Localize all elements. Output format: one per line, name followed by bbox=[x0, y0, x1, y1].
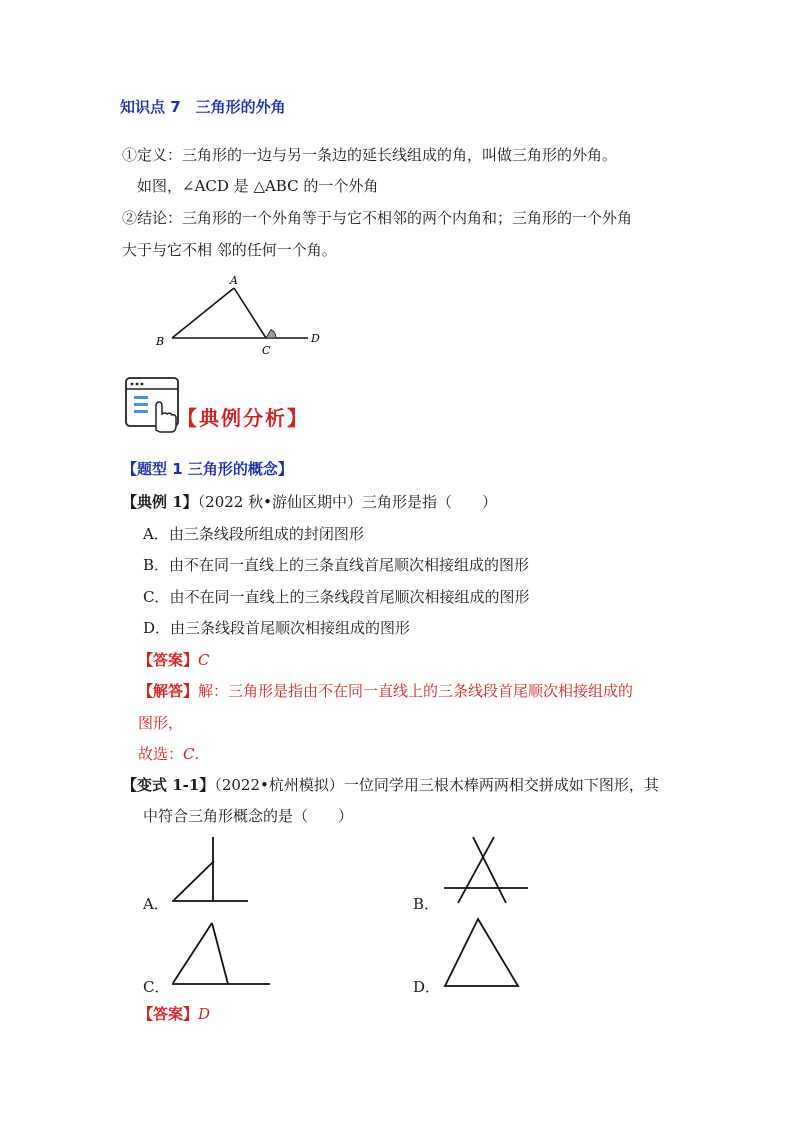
example-1-choose bbox=[138, 744, 199, 764]
side-ab bbox=[172, 288, 234, 338]
definition-line-2: 如图，∠ACD 是 △ABC 的一个外角 bbox=[137, 177, 379, 195]
vertex-label-c: C bbox=[262, 344, 271, 357]
choose-prefix: 故选： bbox=[138, 745, 184, 763]
question-type-title: 【题型 1 三角形的概念】 bbox=[122, 460, 293, 478]
exterior-angle-mark bbox=[266, 330, 276, 339]
point-label-d: D bbox=[311, 332, 320, 345]
variant-answer-label: 【答案】 bbox=[138, 1005, 199, 1023]
variant-answer-value: D bbox=[198, 1005, 211, 1023]
example-1-answer bbox=[138, 650, 210, 670]
answer-label: 【答案】 bbox=[138, 651, 199, 669]
option-b-label: B． bbox=[413, 895, 440, 913]
solution-text-1: 解：三角形是指由不在同一直线上的三条线段首尾顺次相接组成的 bbox=[198, 682, 634, 700]
case-analysis-banner: 【典例分析】 bbox=[177, 406, 309, 430]
variant-stem-1: 一位同学用三根木棒两两相交拼成如下图形，其 bbox=[343, 776, 659, 794]
conclusion-line-1: ②结论：三角形的一个外角等于与它不相邻的两个内角和；三角形的一个外角 bbox=[122, 209, 633, 227]
option-a-label: A． bbox=[143, 895, 169, 913]
option-d-label: D． bbox=[413, 978, 441, 996]
variant-1-1-question-line-1 bbox=[122, 775, 659, 795]
example-1-option-b: B．由不在同一直线上的三条直线首尾顺次相接组成的图形 bbox=[143, 556, 530, 574]
example-1-solution-line-2: 图形， bbox=[138, 714, 184, 732]
example-1-prefix: 【典例 1】 bbox=[122, 493, 198, 511]
vertex-label-a: A bbox=[230, 274, 238, 287]
knowledge-point-title: 知识点 7 三角形的外角 bbox=[120, 98, 286, 116]
variant-source: （2022•杭州模拟） bbox=[214, 776, 344, 794]
example-1-option-c: C．由不在同一直线上的三条线段首尾顺次相接组成的图形 bbox=[143, 588, 530, 606]
variant-1-1-answer bbox=[138, 1004, 210, 1024]
vertex-label-b: B bbox=[156, 335, 165, 348]
variant-prefix: 【变式 1-1】 bbox=[122, 776, 215, 794]
choose-value: C bbox=[183, 745, 195, 763]
option-d-figure bbox=[440, 914, 524, 992]
example-1-question bbox=[122, 492, 497, 512]
example-1-source: （2022 秋•游仙区期中） bbox=[197, 493, 362, 511]
example-1-option-d: D．由三条线段首尾顺次相接组成的图形 bbox=[143, 619, 411, 637]
choose-suffix: . bbox=[194, 745, 200, 763]
option-c-figure bbox=[168, 918, 274, 990]
answer-value: C bbox=[198, 651, 210, 669]
option-a-figure bbox=[168, 835, 254, 907]
option-c-label: C． bbox=[143, 978, 170, 996]
exterior-angle-figure bbox=[150, 270, 340, 360]
hand-pointer-browser-icon bbox=[124, 376, 182, 434]
example-1-option-a: A．由三条线段所组成的封闭图形 bbox=[143, 525, 364, 543]
definition-line-1: ①定义：三角形的一边与另一条边的延长线组成的角，叫做三角形的外角。 bbox=[122, 146, 618, 164]
side-ac bbox=[234, 288, 266, 338]
solution-label: 【解答】 bbox=[138, 682, 199, 700]
example-1-stem: 三角形是指（ ） bbox=[361, 493, 497, 511]
example-1-solution-line-1 bbox=[138, 681, 633, 701]
conclusion-line-2: 大于与它不相 邻的任何一个角。 bbox=[122, 241, 337, 259]
variant-1-1-question-line-2: 中符合三角形概念的是（ ） bbox=[143, 807, 354, 825]
option-b-figure bbox=[440, 833, 532, 909]
